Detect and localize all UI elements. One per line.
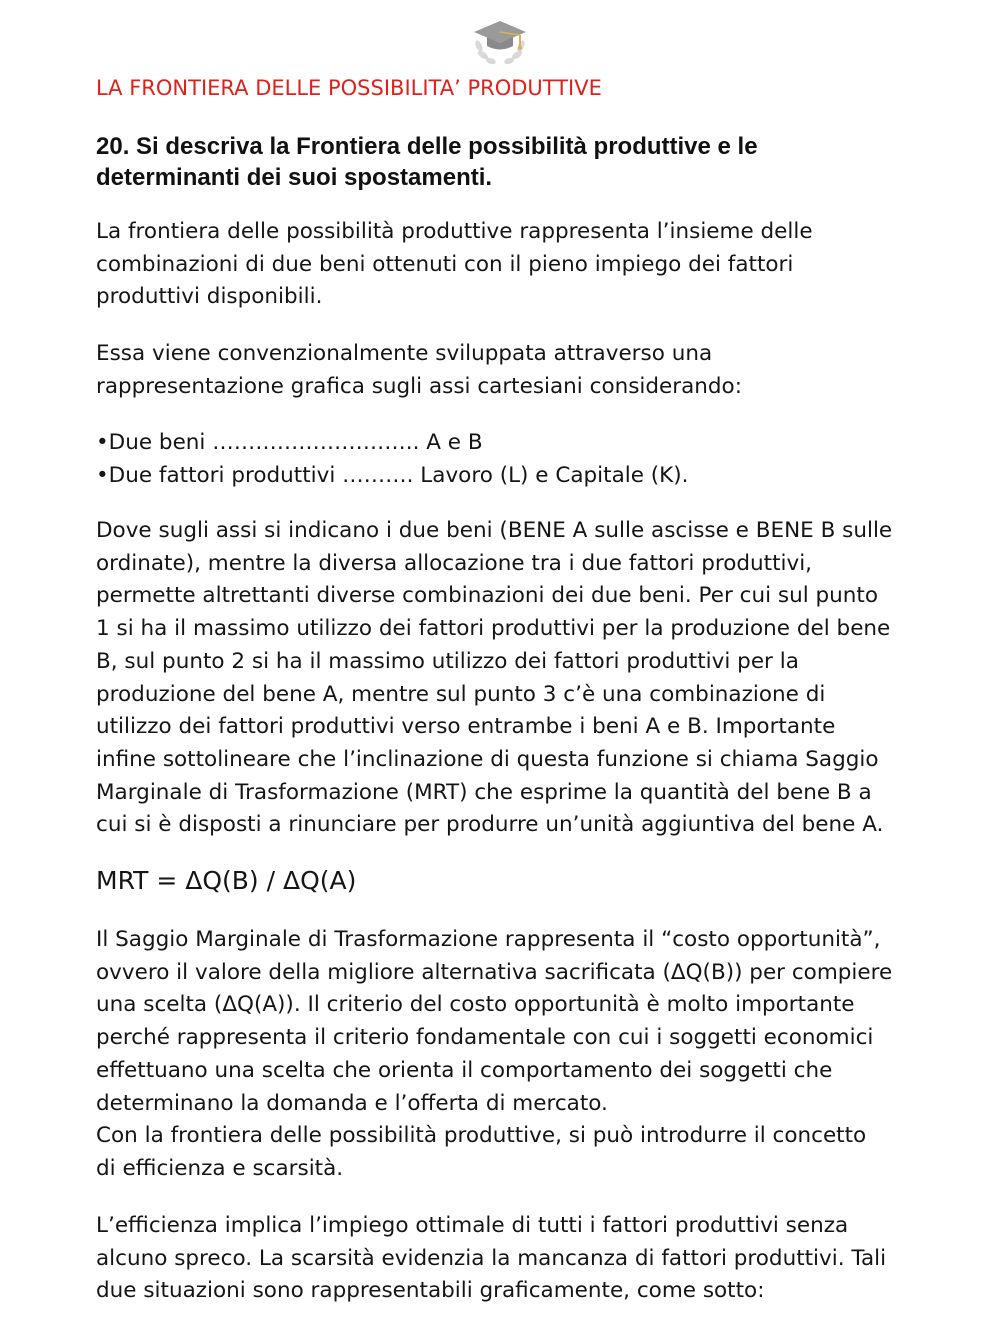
paragraph-efficiency <box>96 1210 916 1308</box>
text-line: utilizzo dei fattori produttivi verso entrambe i beni A e B. Importante <box>96 714 836 740</box>
text-line: alcuno spreco. La scarsità evidenzia la mancanza di fattori produttivi. Tali <box>96 1245 887 1271</box>
text-line: una scelta (ΔQ(A)). Il criterio del costo opportunità è molto importante <box>96 992 855 1018</box>
text-line: combinazioni di due beni ottenuti con il pieno impiego dei fattori <box>96 251 794 277</box>
text-line: due situazioni sono rappresentabili graficamente, come sotto: <box>96 1278 765 1304</box>
mrt-formula: MRT = ΔQ(B) / ΔQ(A) <box>96 866 357 895</box>
text-line: L’efficienza implica l’impiego ottimale di tutti i fattori produttivi senza <box>96 1213 849 1238</box>
list-item: •Due fattori produttivi ………. Lavoro (L) e Capitale (K). <box>96 462 689 488</box>
paragraph-definition <box>96 216 916 314</box>
text-line: Il Saggio Marginale di Trasformazione rappresenta il “costo opportunità”, <box>96 927 881 952</box>
text-line: produzione del bene A, mentre sul punto 3 c’è una combinazione di <box>96 681 826 707</box>
text-line: infine sottolineare che l’inclinazione di questa funzione si chiama Saggio <box>96 746 879 772</box>
text-line: Essa viene convenzionalmente sviluppata attraverso una <box>96 341 713 366</box>
text-line: produttivi disponibili. <box>96 284 323 310</box>
bullet-list <box>96 427 916 492</box>
text-line: permette altrettanti diverse combinazioni dei due beni. Per cui sul punto <box>96 583 878 609</box>
paragraph-axes <box>96 515 916 842</box>
list-item: •Due beni ……………………….. A e B <box>96 430 483 455</box>
text-line: cui si è disposti a rinunciare per produrre un’unità aggiuntiva del bene A. <box>96 812 884 838</box>
text-line: Marginale di Trasformazione (MRT) che esprime la quantità del bene B a <box>96 779 872 805</box>
text-line: effettuano una scelta che orienta il comportamento dei soggetti che <box>96 1057 833 1083</box>
question-heading <box>96 131 886 193</box>
text-line: determinano la domanda e l’offerta di mercato. <box>96 1090 608 1116</box>
text-line: ovvero il valore della migliore alternativa sacrificata (ΔQ(B)) per compiere <box>96 959 893 985</box>
graduation-cap-icon <box>470 18 530 66</box>
text-line: Dove sugli assi si indicano i due beni (BENE A sulle ascisse e BENE B sulle <box>96 518 893 543</box>
question-line: 20. Si descriva la Frontiera delle possibilità produttive e le <box>96 133 758 160</box>
question-line: determinanti dei suoi spostamenti. <box>96 164 493 191</box>
text-line: B, sul punto 2 si ha il massimo utilizzo dei fattori produttivi per la <box>96 648 799 674</box>
text-line: Con la frontiera delle possibilità produttive, si può introdurre il concetto <box>96 1123 867 1149</box>
text-line: di efficienza e scarsità. <box>96 1155 344 1181</box>
text-line: perché rappresenta il criterio fondamentale con cui i soggetti economici <box>96 1025 874 1051</box>
section-title: LA FRONTIERA DELLE POSSIBILITA’ PRODUTTIVE <box>96 76 602 100</box>
text-line: rappresentazione grafica sugli assi cartesiani considerando: <box>96 373 742 399</box>
text-line: La frontiera delle possibilità produttive rappresenta l’insieme delle <box>96 219 813 244</box>
text-line: 1 si ha il massimo utilizzo dei fattori produttivi per la produzione del bene <box>96 616 891 642</box>
paragraph-opportunity-cost <box>96 924 916 1186</box>
text-line: ordinate), mentre la diversa allocazione tra i due fattori produttivi, <box>96 550 813 576</box>
paragraph-representation <box>96 338 916 403</box>
